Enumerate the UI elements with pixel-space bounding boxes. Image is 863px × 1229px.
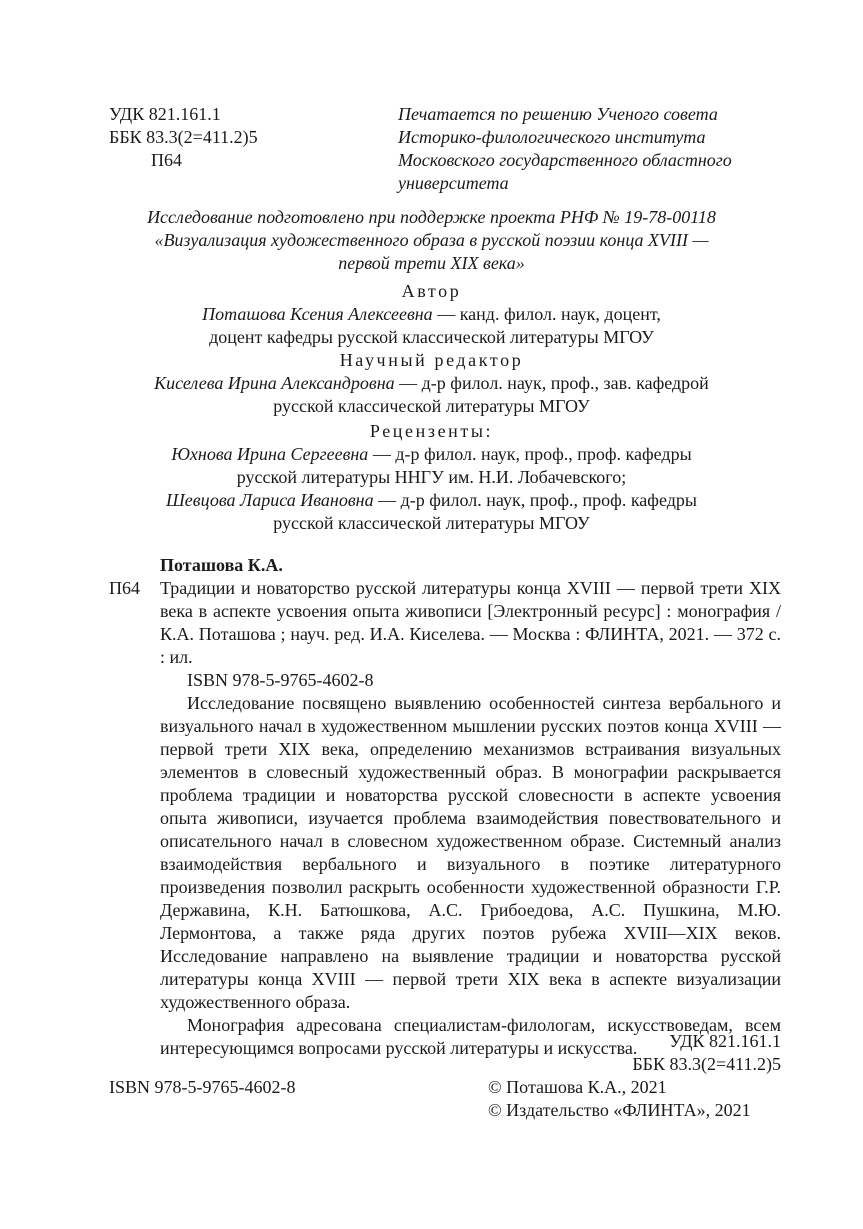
entry-isbn: ISBN 978-5-9765-4602-8: [187, 670, 374, 690]
editor-credentials: — д-р филол. наук, проф., зав. кафедрой: [394, 373, 709, 393]
reviewer-line: [60, 489, 803, 512]
grant-note: [60, 206, 803, 275]
bbk-code: ББК 83.3(2=411.2)5: [109, 127, 258, 147]
grant-line: Исследование подготовлено при поддержке проекта РНФ № 19-78-00118: [147, 207, 716, 227]
author-section: [60, 280, 803, 349]
reviewer-line: [60, 443, 803, 466]
copyright-author: © Поташова К.А., 2021: [488, 1077, 667, 1097]
abstract-paragraph: Исследование посвящено выявлению особенностей синтеза вербального и визуального начал в художественном мышлении русских поэтов конца XVIII — первой трети XIX века, определению механизмов встраивания визуальных элементов в словесный художественный образ. В монографии раскрывается проблема традиции и новаторства русской словесности в аспекте усвоения опыта живописи, изучается проблема взаимодействия повествовательного и описательного начал в словесном художественном образе. Системный анализ взаимодействия вербального и визуального в поэтике литературного произведения позволил раскрыть особенности художественной образности Г.Р. Державина, К.Н. Батюшкова, А.С. Грибоедова, А.С. Пушкина, М.Ю. Лермонтова, а также ряда других поэтов рубежа XVIII—XIX веков. Исследование направлено на выявление традиции и новаторства русской литературы конца XVIII — первой трети XIX века в аспекте визуализации художественного образа.: [160, 693, 781, 1012]
editor-name: Киселева Ирина Александровна: [154, 373, 395, 393]
reviewer-name: Юхнова Ирина Сергеевна: [171, 444, 369, 464]
copyright-block: [488, 1076, 808, 1122]
approval-line: Печатается по решению Ученого совета: [398, 104, 718, 124]
editor-line: [60, 372, 803, 395]
author-name: Поташова Ксения Алексеевна: [202, 304, 433, 324]
footer-isbn: ISBN 978-5-9765-4602-8: [109, 1077, 296, 1097]
reviewer-position: русской классической литературы МГОУ: [273, 513, 590, 533]
bibliographic-description: Традиции и новаторство русской литературы конца XVIII — первой трети XIX века в аспекте усвоения опыта живописи [Электронный ресурс] : монография / К.А. Поташова ; науч. ред. И.А. Киселева. — Москва : ФЛИНТА, 2021. — 372 с. : ил.: [160, 578, 781, 667]
footer-bbk-code: ББК 83.3(2=411.2)5: [632, 1054, 781, 1074]
author-position: доцент кафедры русской классической литературы МГОУ: [209, 327, 654, 347]
copyright-publisher: © Издательство «ФЛИНТА», 2021: [488, 1100, 751, 1120]
reviewer-credentials: — д-р филол. наук, проф., проф. кафедры: [373, 490, 697, 510]
reviewers-section: [60, 420, 803, 535]
author-credentials: — канд. филол. наук, доцент,: [432, 304, 661, 324]
grant-line: первой трети XIX века»: [338, 253, 525, 273]
classification-codes: [109, 103, 369, 172]
udk-code: УДК 821.161.1: [109, 104, 221, 124]
reviewer-name: Шевцова Лариса Ивановна: [166, 490, 374, 510]
editor-heading: Научный редактор: [339, 350, 524, 370]
grant-line: «Визуализация художественного образа в русской поэзии конца XVIII —: [154, 230, 709, 250]
abstract-paragraph: Монография адресована специалистам-филологам, искусствоведам, всем интересующимся вопросами русской литературы и искусства.: [160, 1015, 781, 1058]
publication-approval: [398, 103, 798, 195]
author-sign: П64: [151, 150, 182, 170]
footer-udk-code: УДК 821.161.1: [669, 1031, 781, 1051]
entry-author-sign: П64: [109, 578, 140, 598]
approval-line: Московского государственного областного: [398, 150, 732, 170]
author-heading: Автор: [401, 281, 462, 301]
entry-author: Поташова К.А.: [160, 555, 283, 575]
reviewer-position: русской литературы ННГУ им. Н.И. Лобачевского;: [236, 467, 627, 487]
author-line: [60, 303, 803, 326]
editor-section: [60, 349, 803, 418]
abstract: [160, 692, 781, 1060]
editor-position: русской классической литературы МГОУ: [273, 396, 590, 416]
approval-line: Историко-филологического института: [398, 127, 706, 147]
footer-classification-codes: [560, 1030, 781, 1076]
reviewer-credentials: — д-р филол. наук, проф., проф. кафедры: [368, 444, 692, 464]
approval-line: университета: [398, 173, 509, 193]
reviewers-heading: Рецензенты:: [369, 421, 494, 441]
